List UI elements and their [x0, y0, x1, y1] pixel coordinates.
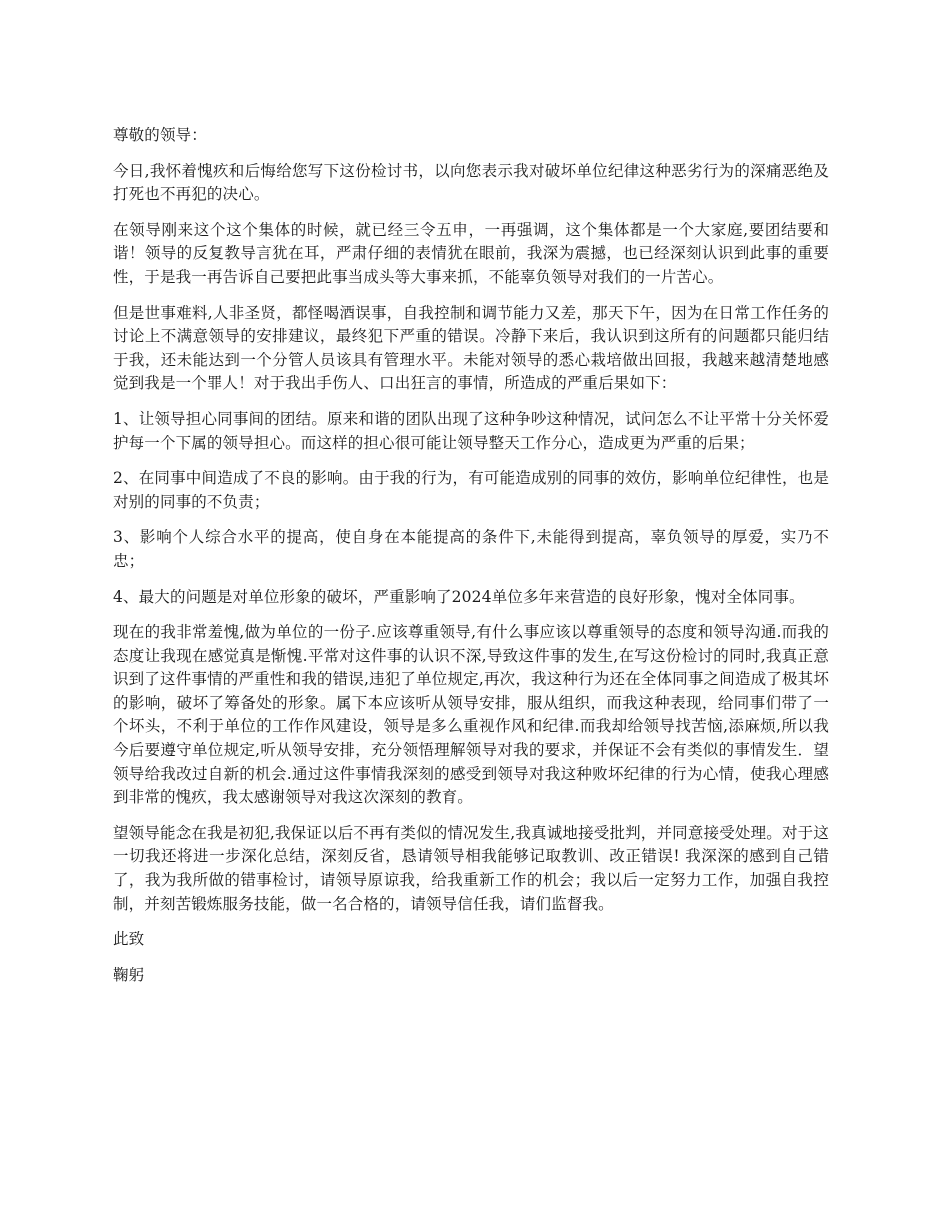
list-item: 1、让领导担心同事间的团结。原来和谐的团队出现了这种争吵这种情况，试问怎么不让平常十分关怀爱护每一个下属的领导担心。而这样的担心很可能让领导整天工作分心，造成更为严重的后果；	[113, 409, 829, 452]
paragraph: 在领导刚来这个这个集体的时候，就已经三令五申，一再强调，这个集体都是一个大家庭,要团结要和谐！领导的反复教导言犹在耳，严肃仔细的表情犹在眼前，我深为震撼，也已经深刻认识到此事的重要性，于是我一再告诉自己要把此事当成头等大事来抓，不能辜负领导对我们的一片苦心。	[113, 220, 829, 286]
sign-off: 鞠躬	[113, 965, 145, 984]
list-item: 4、最大的问题是对单位形象的破坏，严重影响了2024单位多年来营造的良好形象，愧对全体同事。	[113, 587, 805, 606]
paragraph: 现在的我非常羞愧,做为单位的一份子.应该尊重领导,有什么事应该以尊重领导的态度和领导沟通.而我的态度让我现在感觉真是惭愧.平常对这件事的认识不深,导致这件事的发生,在写这份检讨的同时,我真正意识到了这件事情的严重性和我的错误,违犯了单位规定,再次，我这种行为还在全体同事之间造成了极其坏的影响，破坏了筹备处的形象。属下本应该听从领导安排，服从组织，而我这种表现，给同事们带了一个坏头，不利于单位的工作作风建设，领导是多么重视作风和纪律.而我却给领导找苦恼,添麻烦,所以我今后要遵守单位规定,听从领导安排，充分领悟理解领导对我的要求，并保证不会有类似的事情发生．望领导给我改过自新的机会.通过这件事情我深刻的感受到领导对我这种败坏纪律的行为心情，使我心理感到非常的愧疚，我太感谢领导对我这次深刻的教育。	[113, 623, 829, 807]
closing: 此致	[113, 930, 145, 949]
paragraph: 望领导能念在我是初犯,我保证以后不再有类似的情况发生,我真诚地接受批判，并同意接受处理。对于这一切我还将进一步深化总结，深刻反省，恳请领导相我能够记取教训、改正错误! 我深深的感到自己错了，我为我所做的错事检讨，请领导原谅我，给我重新工作的机会；我以后一定努力工作，加强自我控制，并刻苦锻炼服务技能，做一名合格的，请领导信任我，请们监督我。	[113, 823, 829, 913]
paragraph: 今日,我怀着愧疚和后悔给您写下这份检讨书，以向您表示我对破坏单位纪律这种恶劣行为的深痛恶绝及打死也不再犯的决心。	[113, 161, 829, 204]
letter-body	[113, 124, 829, 999]
list-item: 2、在同事中间造成了不良的影响。由于我的行为，有可能造成别的同事的效仿，影响单位纪律性，也是对别的同事的不负责；	[113, 469, 829, 511]
paragraph: 但是世事难料,人非圣贤，都怪喝酒误事，自我控制和调节能力又差，那天下午，因为在日常工作任务的讨论上不满意领导的安排建议，最终犯下严重的错误。冷静下来后，我认识到这所有的问题都只能归结于我，还未能达到一个分管人员该具有管理水平。未能对领导的悉心栽培做出回报，我越来越清楚地感觉到我是一个罪人！对于我出手伤人、口出狂言的事情，所造成的严重后果如下：	[113, 303, 829, 393]
salutation: 尊敬的领导：	[113, 126, 207, 144]
list-item: 3、影响个人综合水平的提高，使自身在本能提高的条件下,未能得到提高，辜负领导的厚爱，实乃不忠；	[113, 528, 829, 570]
